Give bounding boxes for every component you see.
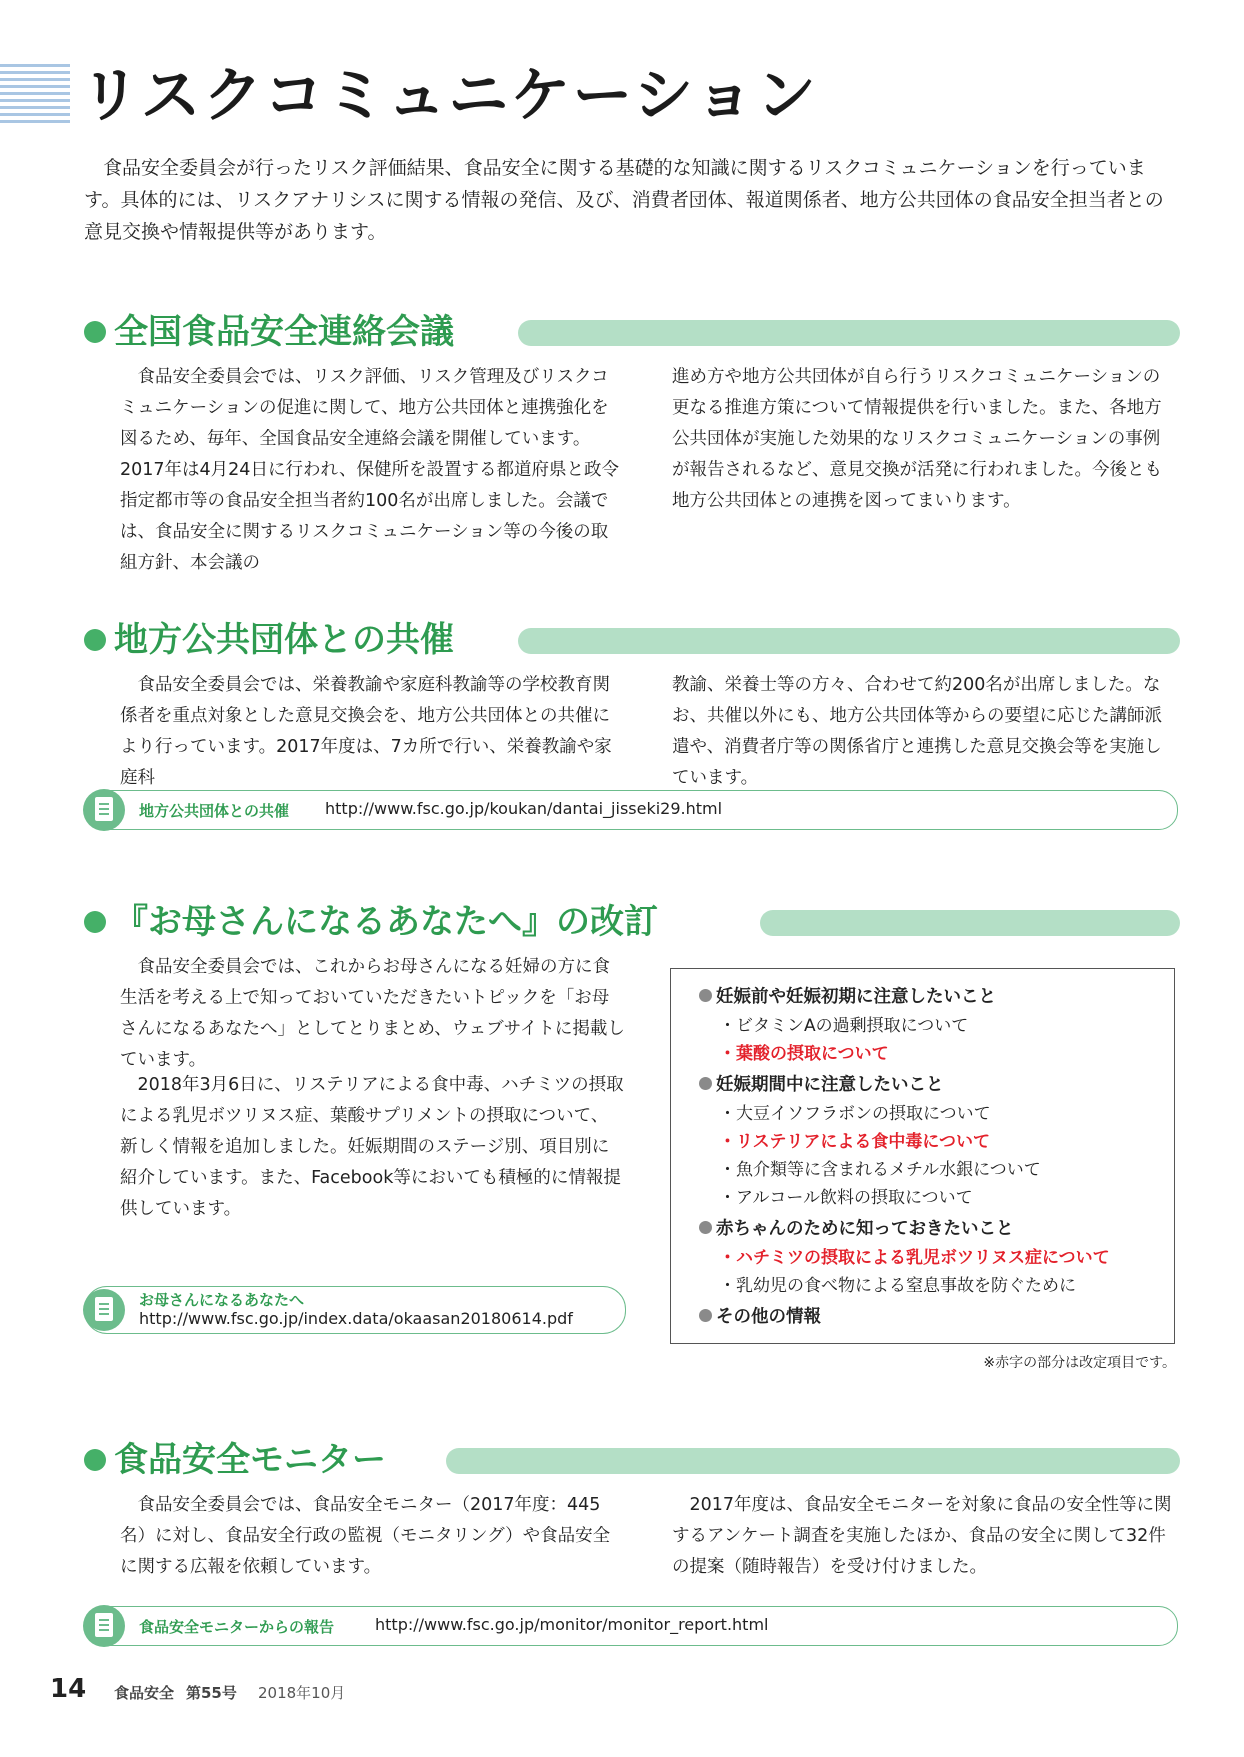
topic-item: ・大豆イソフラボンの摂取について bbox=[719, 1104, 991, 1124]
magazine-name: 食品安全 bbox=[114, 1684, 175, 1702]
section-heading-national-meeting: 全国食品安全連絡会議 bbox=[84, 312, 1180, 352]
topic-group-heading: 妊娠前や妊娠初期に注意したいこと bbox=[699, 983, 996, 1008]
topic-group-heading: その他の情報 bbox=[699, 1303, 821, 1328]
bullet-dot-icon bbox=[84, 629, 106, 651]
link-url[interactable]: http://www.fsc.go.jp/koukan/dantai_jisseki29.html bbox=[325, 799, 723, 818]
bullet-dot-icon bbox=[84, 911, 106, 933]
issue-date: 2018年10月 bbox=[258, 1684, 346, 1702]
document-icon bbox=[83, 789, 125, 831]
section-heading-mothers-guide: 『お母さんになるあなたへ』の改訂 bbox=[84, 902, 1180, 942]
topic-group-heading: 赤ちゃんのために知っておきたいこと bbox=[699, 1215, 1014, 1240]
topic-group-heading: 妊娠期間中に注意したいこと bbox=[699, 1071, 944, 1096]
link-url[interactable]: http://www.fsc.go.jp/monitor/monitor_report.html bbox=[375, 1615, 769, 1634]
section-heading-local-cosponsor: 地方公共団体との共催 bbox=[84, 620, 1180, 660]
mothers-guide-paragraph-1: 食品安全委員会では、これからお母さんになる妊婦の方に食生活を考える上で知っておいていただきたいトピックを「お母さんになるあなたへ」としてとりまとめ、ウェブサイトに掲載しています。 bbox=[120, 957, 625, 1070]
bullet-dot-icon bbox=[699, 989, 712, 1002]
link-title: お母さんになるあなたへ bbox=[139, 1291, 305, 1309]
link-url[interactable]: http://www.fsc.go.jp/index.data/okaasan20180614.pdf bbox=[139, 1309, 573, 1328]
section-heading-food-safety-monitor: 食品安全モニター bbox=[84, 1440, 1180, 1480]
topic-item: ・魚介類等に含まれるメチル水銀について bbox=[719, 1160, 1041, 1180]
document-icon bbox=[83, 1605, 125, 1647]
local-cosponsor-text-right: 教諭、栄養士等の方々、合わせて約200名が出席しました。なお、共催以外にも、地方公共団体等からの要望に応じた講師派遣や、消費者庁等の関係省庁と連携した意見交換会等を実施しています。 bbox=[672, 675, 1162, 788]
topic-item-revised: ・葉酸の摂取について bbox=[719, 1044, 889, 1064]
topic-item: ・アルコール飲料の摂取について bbox=[719, 1188, 973, 1208]
document-icon bbox=[83, 1289, 125, 1331]
national-meeting-text-left: 食品安全委員会では、リスク評価、リスク管理及びリスクコミュニケーションの促進に関して、地方公共団体と連携強化を図るため、毎年、全国食品安全連絡会議を開催しています。2017年は4月24日に行われ、保健所を設置する都道府県と政令指定都市等の食品安全担当者約100名が出席しました。会議では、食品安全に関するリスクコミュニケーション等の今後の取組方針、本会議の bbox=[120, 367, 619, 573]
local-cosponsor-text-left: 食品安全委員会では、栄養教諭や家庭科教諭等の学校教育関係者を重点対象とした意見交換会を、地方公共団体との共催により行っています。2017年度は、7カ所で行い、栄養教諭や家庭科 bbox=[120, 675, 612, 788]
title-stripes bbox=[0, 64, 70, 124]
mothers-guide-paragraph-2: 2018年3月6日に、リステリアによる食中毒、ハチミツの摂取による乳児ボツリヌス症、葉酸サプリメントの摂取について、新しく情報を追加しました。妊娠期間のステージ別、項目別に紹介しています。また、Facebook等においても積極的に情報提供しています。 bbox=[120, 1075, 624, 1219]
monitor-text-right: 2017年度は、食品安全モニターを対象に食品の安全性等に関するアンケート調査を実施したほか、食品の安全に関して32件の提案（随時報告）を受け付けました。 bbox=[672, 1495, 1172, 1577]
monitor-text-left: 食品安全委員会では、食品安全モニター（2017年度：445名）に対し、食品安全行政の監視（モニタリング）や食品安全に関する広報を依頼しています。 bbox=[120, 1495, 611, 1577]
bullet-dot-icon bbox=[699, 1077, 712, 1090]
link-title: 地方公共団体との共催 bbox=[139, 802, 290, 820]
link-box-local-cosponsor[interactable] bbox=[84, 790, 1178, 830]
bullet-dot-icon bbox=[84, 321, 106, 343]
topic-item-revised: ・ハチミツの摂取による乳児ボツリヌス症について bbox=[719, 1248, 1110, 1268]
heading-bar bbox=[518, 628, 1180, 654]
bullet-dot-icon bbox=[699, 1221, 712, 1234]
intro-text: 食品安全委員会が行ったリスク評価結果、食品安全に関する基礎的な知識に関するリスクコミュニケーションを行っています。具体的には、リスクアナリシスに関する情報の発信、及び、消費者団体、報道関係者、地方公共団体の食品安全担当者との意見交換や情報提供等があります。 bbox=[84, 157, 1164, 243]
topic-item-revised: ・リステリアによる食中毒について bbox=[719, 1132, 990, 1152]
revision-note: ※赤字の部分は改定項目です。 bbox=[983, 1355, 1176, 1371]
topics-box bbox=[670, 968, 1175, 1344]
bullet-dot-icon bbox=[699, 1309, 712, 1322]
national-meeting-text-right: 進め方や地方公共団体が自ら行うリスクコミュニケーションの更なる推進方策について情報提供を行いました。また、各地方公共団体が実施した効果的なリスクコミュニケーションの事例が報告されるなど、意見交換が活発に行われました。今後とも地方公共団体との連携を図ってまいります。 bbox=[672, 367, 1162, 511]
link-box-mothers-guide[interactable] bbox=[84, 1286, 626, 1334]
link-box-monitor-report[interactable] bbox=[84, 1606, 1178, 1646]
page-number: 14 bbox=[50, 1674, 87, 1704]
bullet-dot-icon bbox=[84, 1449, 106, 1471]
heading-bar bbox=[760, 910, 1180, 936]
link-title: 食品安全モニターからの報告 bbox=[139, 1618, 335, 1636]
page-title: リスクコミュニケーション bbox=[80, 61, 818, 131]
heading-bar bbox=[518, 320, 1180, 346]
heading-bar bbox=[446, 1448, 1180, 1474]
issue-number: 第55号 bbox=[186, 1684, 237, 1702]
topic-item: ・乳幼児の食べ物による窒息事故を防ぐために bbox=[719, 1276, 1076, 1296]
topic-item: ・ビタミンAの過剰摂取について bbox=[719, 1016, 969, 1036]
